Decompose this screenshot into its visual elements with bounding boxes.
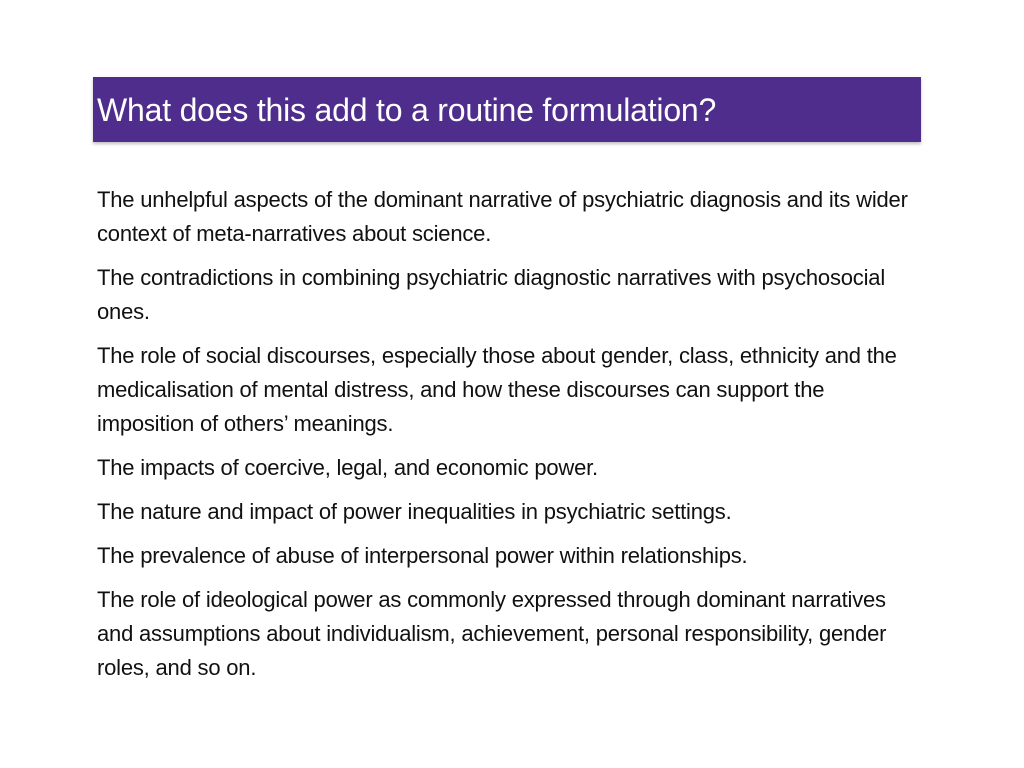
slide-body (97, 183, 927, 695)
point-social-discourses: The role of social discourses, especially those about gender, class, ethnicity and the medicalisation of mental distress, and how these discourses can support the imposition of others’ meanings. (97, 343, 897, 436)
point-diagnosis-narrative: The unhelpful aspects of the dominant narrative of psychiatric diagnosis and its wider context of meta-narratives about science. (97, 187, 908, 246)
point-interpersonal-power: The prevalence of abuse of interpersonal power within relationships. (97, 543, 748, 568)
slide-title: What does this add to a routine formulation? (97, 91, 717, 128)
point-contradictions: The contradictions in combining psychiatric diagnostic narratives with psychosocial ones. (97, 265, 886, 324)
point-coercive-power: The impacts of coercive, legal, and economic power. (97, 455, 598, 480)
title-bar (93, 77, 921, 142)
point-ideological-power: The role of ideological power as commonly expressed through dominant narratives and assumptions about individualism, achievement, personal responsibility, gender roles, and so on. (97, 587, 887, 680)
point-power-inequalities: The nature and impact of power inequalities in psychiatric settings. (97, 499, 732, 524)
